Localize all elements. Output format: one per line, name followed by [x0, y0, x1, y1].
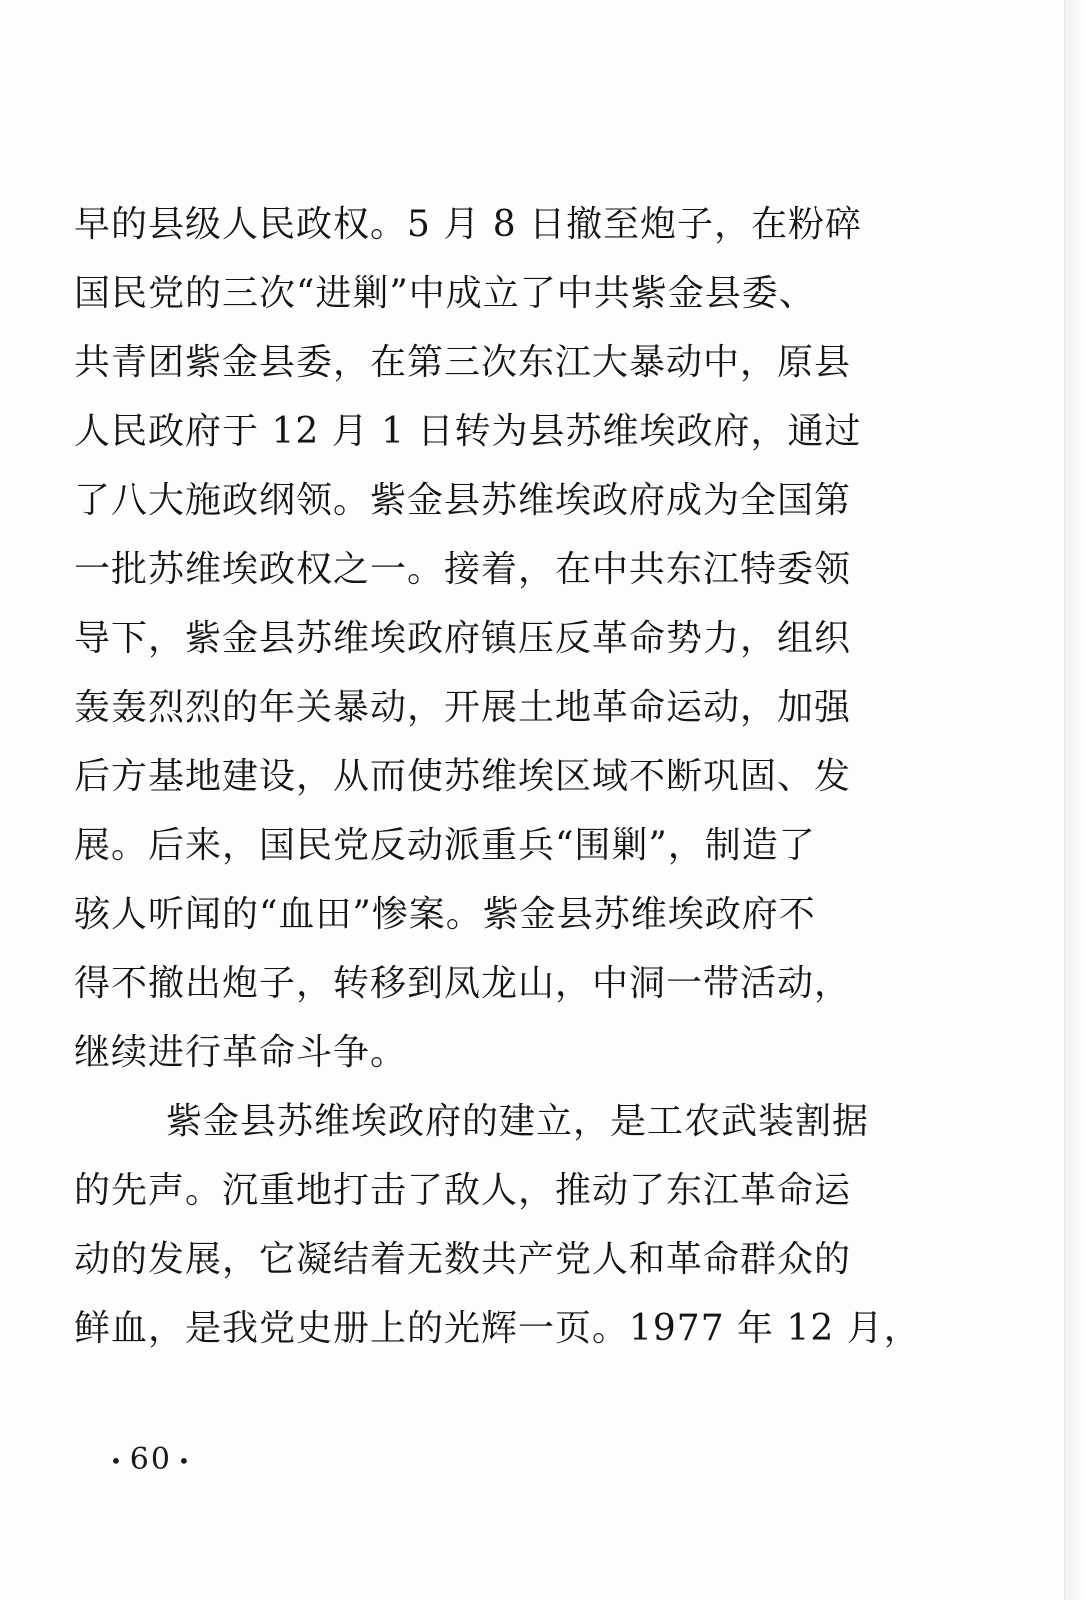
text-line: 了八大施政纲领。紫金县苏维埃政府成为全国第: [74, 480, 852, 521]
page-number-dot-left: •: [110, 1449, 124, 1473]
text-line: 导下，紫金县苏维埃政府镇压反革命势力，组织: [74, 618, 852, 659]
text-line: 继续进行革命斗争。: [74, 1032, 408, 1073]
text-line: 鲜血，是我党史册上的光辉一页。1977 年 12 月，: [74, 1308, 921, 1349]
page-number: [104, 1442, 198, 1477]
text-line: 后方基地建设，从而使苏维埃区域不断巩固、发: [74, 756, 852, 797]
page-edge: [1065, 0, 1086, 1600]
text-line: 展。后来，国民党反动派重兵“围剿”，制造了: [74, 825, 816, 866]
body-text: [74, 190, 924, 1363]
text-line: 国民党的三次“进剿”中成立了中共紫金县委、: [74, 273, 816, 314]
text-line: 共青团紫金县委，在第三次东江大暴动中，原县: [74, 342, 852, 383]
text-line: 人民政府于 12 月 1 日转为县苏维埃政府，通过: [74, 411, 862, 452]
text-line: 一批苏维埃政权之一。接着，在中共东江特委领: [74, 549, 852, 590]
text-line: 早的县级人民政权。5 月 8 日撤至炮子，在粉碎: [74, 204, 863, 245]
text-line: 的先声。沉重地打击了敌人，推动了东江革命运: [74, 1170, 852, 1211]
text-line: 轰轰烈烈的年关暴动，开展土地革命运动，加强: [74, 687, 852, 728]
text-line: 动的发展，它凝结着无数共产党人和革命群众的: [74, 1239, 852, 1280]
page-number-value: 60: [129, 1442, 172, 1477]
page-number-dot-right: •: [177, 1449, 192, 1473]
paragraph-first-line: 紫金县苏维埃政府的建立，是工农武装割据: [166, 1101, 870, 1142]
text-line: 得不撤出炮子，转移到凤龙山，中洞一带活动，: [74, 963, 852, 1004]
text-line: 骇人听闻的“血田”惨案。紫金县苏维埃政府不: [74, 894, 816, 935]
